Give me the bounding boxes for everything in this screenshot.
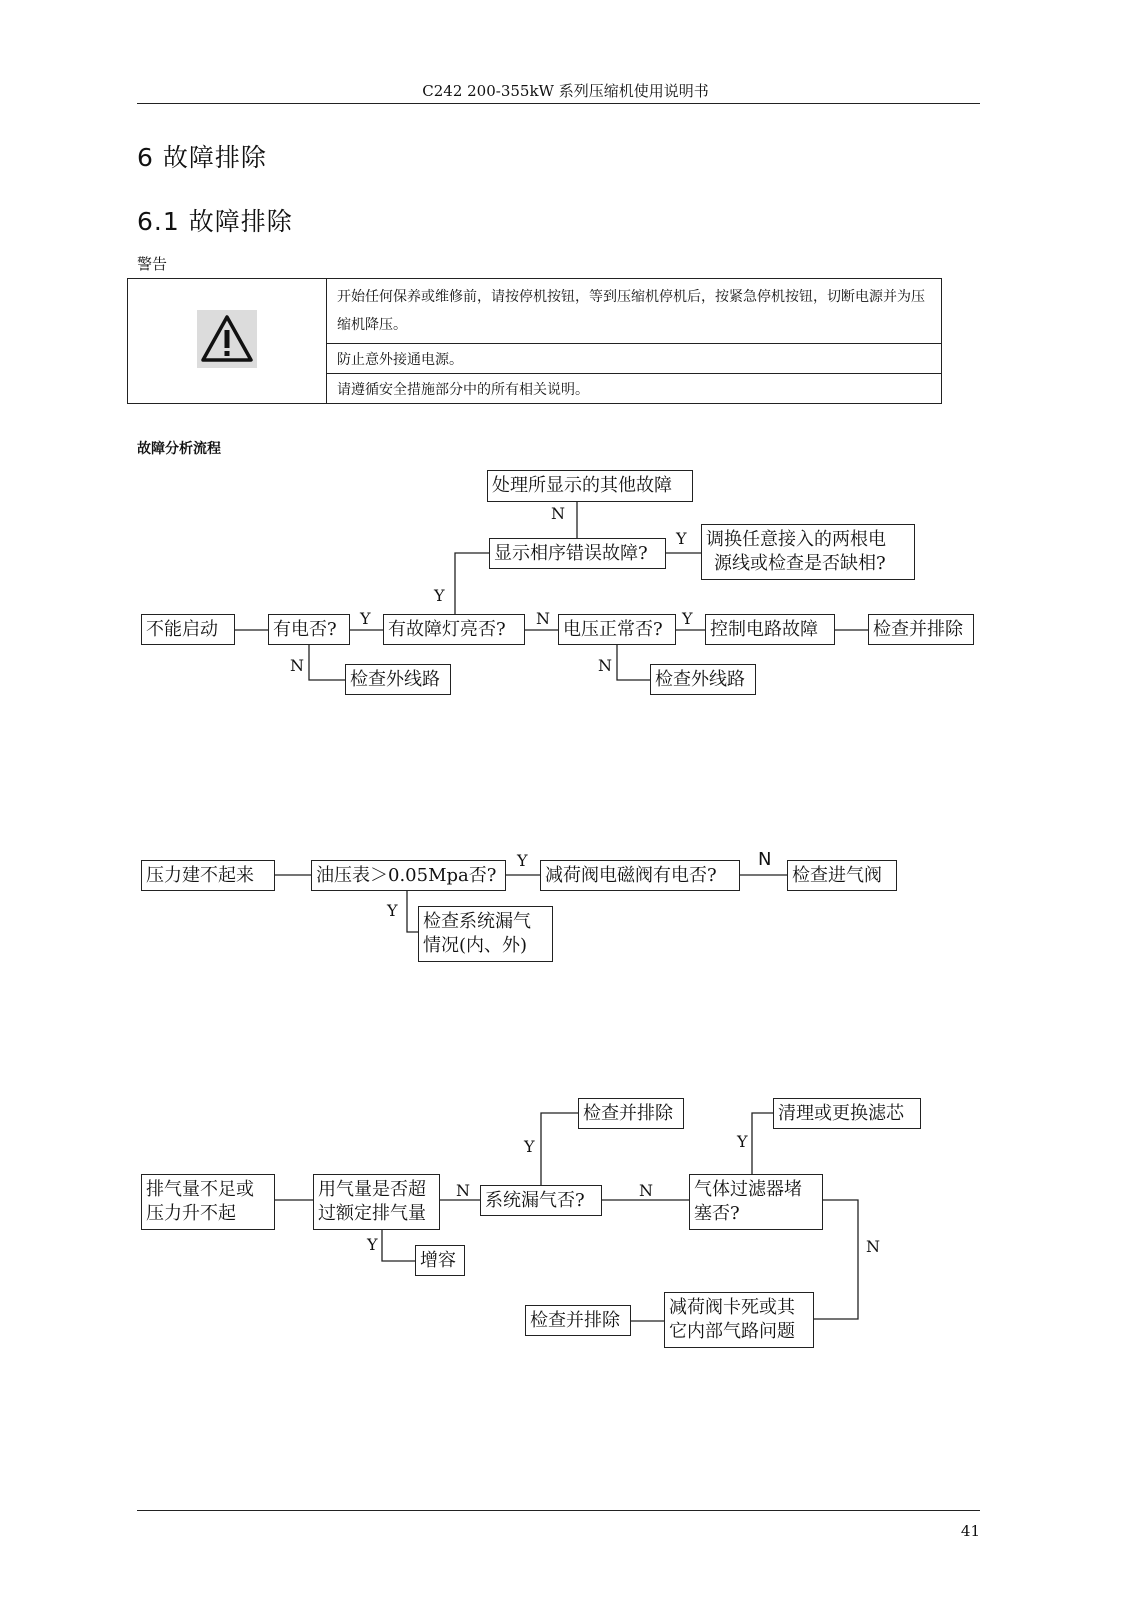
page-number: 41 (960, 1522, 980, 1540)
box-filter-block-line-1: 气体过滤器堵 (694, 1179, 802, 1200)
box-swap-phase-line-1: 调换任意接入的两根电 (706, 529, 886, 550)
box-fault-lamp: 有故障灯亮否? (383, 614, 525, 645)
box-low-air-line-2: 压力升不起 (146, 1203, 236, 1224)
box-swap-phase-line-2: 源线或检查是否缺相? (714, 553, 886, 574)
mark-y-7: Y (524, 1137, 535, 1156)
box-check-leak-line-1: 检查系统漏气 (423, 911, 531, 932)
warning-label: 警告 (137, 255, 168, 273)
box-control-fault: 控制电路故障 (705, 614, 835, 645)
box-over-use (313, 1174, 440, 1230)
mark-n-1: N (551, 504, 565, 523)
mark-y-8: Y (737, 1132, 748, 1151)
box-has-power: 有电否? (268, 614, 350, 645)
box-low-air-line-1: 排气量不足或 (146, 1179, 254, 1200)
mark-y-5: Y (517, 851, 528, 870)
warning-line-1: 开始任何保养或维修前，请按停机按钮，等到压缩机停机后，按紧急停机按钮，切断电源并为压缩机降压。 (327, 279, 942, 344)
mark-n-4: N (598, 656, 612, 675)
box-unload-valve: 减荷阀电磁阀有电否? (540, 860, 740, 891)
box-swap-phase (701, 524, 915, 580)
box-no-pressure: 压力建不起来 (141, 860, 275, 891)
box-check-inlet: 检查进气阀 (787, 860, 897, 891)
box-no-start: 不能启动 (141, 614, 235, 645)
box-filter-block-line-2: 塞否? (694, 1203, 740, 1224)
mark-y-1: Y (676, 529, 687, 548)
box-phase-error: 显示相序错误故障? (489, 538, 666, 569)
box-over-use-line-1: 用气量是否超 (318, 1179, 426, 1200)
mark-n-7: N (639, 1181, 653, 1200)
mark-n-8: N (866, 1237, 880, 1256)
mark-y-4: Y (682, 609, 693, 628)
box-check-fix-top: 检查并排除 (578, 1098, 684, 1129)
warning-line-2: 防止意外接通电源。 (327, 344, 942, 374)
box-filter-block (689, 1174, 823, 1230)
box-valve-stuck-line-2: 它内部气路问题 (669, 1321, 795, 1342)
mark-n-2: N (536, 609, 550, 628)
mark-n-5: N (758, 849, 772, 870)
chapter-heading: 6 故障排除 (137, 143, 267, 172)
section-heading: 6.1 故障排除 (137, 207, 293, 236)
footer-rule (137, 1510, 980, 1511)
box-system-leak: 系统漏气否? (480, 1185, 602, 1216)
box-clean-filter: 清理或更换滤芯 (773, 1098, 921, 1129)
warning-line-3: 请遵循安全措施部分中的所有相关说明。 (327, 374, 942, 404)
mark-y-9: Y (367, 1235, 378, 1254)
box-voltage-ok: 电压正常否? (558, 614, 676, 645)
mark-y-3: Y (360, 609, 371, 628)
box-over-use-line-2: 过额定排气量 (318, 1203, 426, 1224)
box-check-ext-1: 检查外线路 (345, 664, 451, 695)
running-header: C242 200-355kW 系列压缩机使用说明书 (422, 82, 709, 100)
box-check-leak-line-2: 情况(内、外) (423, 935, 528, 956)
mark-y-6: Y (387, 901, 398, 920)
mark-n-6: N (456, 1181, 470, 1200)
box-expand: 增容 (415, 1245, 465, 1276)
box-low-air (141, 1174, 275, 1230)
box-check-ext-2: 检查外线路 (650, 664, 756, 695)
mark-n-3: N (290, 656, 304, 675)
box-check-fix: 检查并排除 (868, 614, 974, 645)
box-valve-stuck-line-1: 减荷阀卡死或其 (669, 1297, 795, 1318)
box-check-leak (418, 906, 553, 962)
box-oil-gauge: 油压表＞0.05Mpa否? (311, 860, 506, 891)
mark-y-2: Y (434, 586, 445, 605)
box-other-faults: 处理所显示的其他故障 (487, 470, 693, 502)
box-check-fix-bottom: 检查并排除 (525, 1305, 631, 1336)
box-valve-stuck (664, 1292, 814, 1348)
flow-label: 故障分析流程 (137, 441, 221, 457)
